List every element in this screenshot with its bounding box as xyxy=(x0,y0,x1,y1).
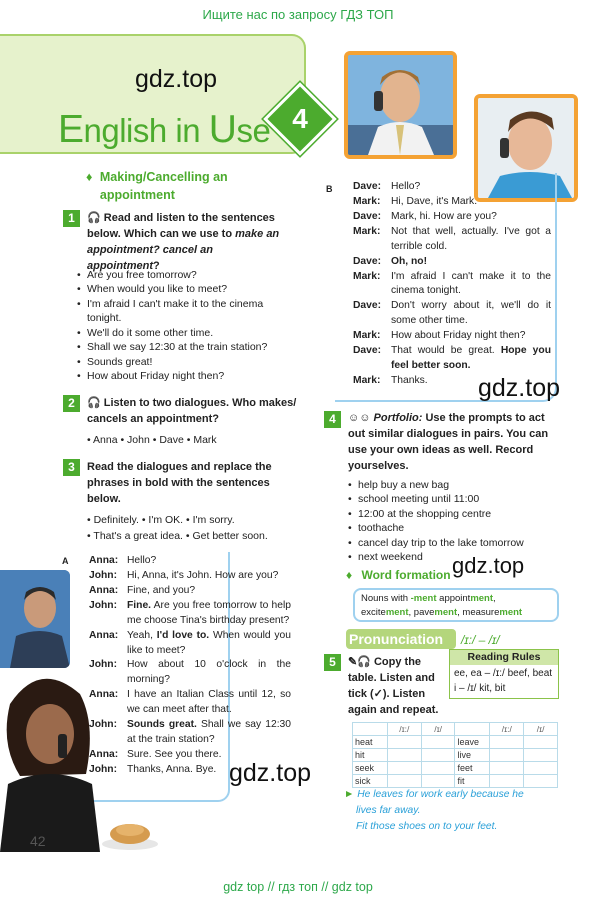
exercise-number: 1 xyxy=(63,210,80,227)
phrase-options: • That's a great idea. • Get better soon. xyxy=(87,530,268,542)
speaker: Anna: xyxy=(89,748,119,760)
dialogue-line xyxy=(353,299,551,329)
heading-text: Word formation xyxy=(361,568,451,582)
top-search-link[interactable]: Ищите нас по запросу ГДЗ ТОП xyxy=(202,7,394,22)
list-item: • help buy a new bag xyxy=(348,478,558,492)
speaker: John: xyxy=(89,659,118,671)
dialogue-line xyxy=(89,599,291,629)
title-part: se xyxy=(236,112,271,149)
dialogue-line xyxy=(89,584,291,599)
line-text: How about 10 o'clock in the morning? xyxy=(127,659,291,686)
table-row xyxy=(353,762,558,775)
speaker: Anna: xyxy=(89,555,119,566)
smiley-pair-icon: ☺☺ xyxy=(348,412,371,424)
line-text: Fine, and you? xyxy=(127,584,196,596)
footer-links[interactable]: gdz top // гдз топ // gdz top xyxy=(223,880,373,894)
list-item: • 12:00 at the shopping centre xyxy=(348,507,558,521)
tick-cell xyxy=(387,775,421,788)
headphones-icon: 🎧 xyxy=(87,397,101,409)
exercise-4-instruction xyxy=(348,411,560,475)
word-cell: hit xyxy=(353,749,388,762)
man-phone-illustration xyxy=(348,55,453,155)
rule-line: ee, ea – /ɪ:/ beef, beat xyxy=(454,668,553,679)
sentence-list xyxy=(77,268,292,384)
tick-cell xyxy=(490,762,524,775)
line-text: I'm afraid I can't make it to the cinema tonight. xyxy=(391,270,551,297)
speaker: Anna: xyxy=(89,584,119,596)
bullet-diamond-icon: ♦ xyxy=(346,568,353,582)
word-cell: feet xyxy=(455,762,490,775)
line-text: Yeah, I'd love to. When would you like to meet? xyxy=(127,629,291,656)
title-part: nglish in xyxy=(83,112,209,149)
example-line: Fit those shoes on to your feet. xyxy=(356,820,498,832)
list-item: • Shall we say 12:30 at the train station? xyxy=(77,340,292,354)
speaker-options: • Anna • John • Dave • Mark xyxy=(87,434,217,446)
phrase-options: • Definitely. • I'm OK. • I'm sorry. xyxy=(87,514,235,526)
line-text: Oh, no! xyxy=(391,255,428,267)
table-row xyxy=(353,736,558,749)
speaker: Mark: xyxy=(353,270,381,282)
table-row xyxy=(353,775,558,788)
speaker: John: xyxy=(89,719,118,731)
tick-cell xyxy=(524,736,558,749)
dialogue-line xyxy=(353,225,551,255)
tick-cell xyxy=(387,749,421,762)
exercise-2-instruction xyxy=(87,396,297,428)
dialogue-line xyxy=(89,629,291,659)
dialogue-line xyxy=(353,270,551,300)
example-sentences xyxy=(344,787,524,835)
instruction-text: Use the prompts to act out similar dialogues in pairs. You can use your own ideas as well. Record yourselves. xyxy=(348,412,549,472)
line-text: Hi, Dave, it's Mark. xyxy=(391,195,478,207)
table-row xyxy=(353,749,558,762)
tick-cell xyxy=(387,736,421,749)
dialogue-line xyxy=(89,718,291,748)
header-cell: /ɪ:/ xyxy=(387,723,421,736)
speaker: Dave: xyxy=(353,181,382,192)
tick-cell xyxy=(421,736,455,749)
list-item: • Sounds great! xyxy=(77,355,292,369)
line-text: Hello? xyxy=(127,555,157,566)
rule-line: i – /ɪ/ kit, bit xyxy=(454,682,506,694)
speaker: Dave: xyxy=(353,255,382,267)
speaker: Mark: xyxy=(353,195,381,207)
tick-cell xyxy=(421,749,455,762)
photo-businessman xyxy=(344,51,457,159)
food-plate-image xyxy=(100,812,160,852)
instruction-text: Listen to two dialogues. Who makes/ cancels an appointment? xyxy=(87,397,297,425)
exercise-number: 4 xyxy=(324,411,341,428)
page-number: 42 xyxy=(30,833,46,849)
tick-cell xyxy=(524,775,558,788)
speaker: Mark: xyxy=(353,330,381,342)
bullet-diamond-icon: ♦ xyxy=(86,170,93,184)
list-item: • I'm afraid I can't make it to the cinema tonight. xyxy=(77,297,292,326)
table-header-row xyxy=(353,723,558,736)
header-cell xyxy=(353,723,388,736)
line-text: I have an Italian Class until 12, so we can meet after that. xyxy=(127,689,291,716)
reading-rules-title: Reading Rules xyxy=(450,650,558,665)
dialogue-line xyxy=(353,344,551,374)
speaker: John: xyxy=(89,763,118,775)
photo-woman-phone xyxy=(0,664,100,852)
dialogue-line xyxy=(353,180,551,195)
dialogue-label: B xyxy=(326,184,333,194)
section-title xyxy=(58,103,270,158)
line-text: How about Friday night then? xyxy=(391,330,526,342)
unit-number: 4 xyxy=(292,103,308,134)
line-text: Don't worry about it, we'll do it some other time. xyxy=(391,300,551,327)
pronunciation-symbols: /ɪ:/ – /ɪ/ xyxy=(461,633,500,647)
tick-cell xyxy=(524,762,558,775)
line-text: Hello? xyxy=(391,181,421,192)
tick-cell xyxy=(490,775,524,788)
watermark: gdz.top xyxy=(229,759,312,787)
list-item: • Are you free tomorrow? xyxy=(77,268,292,282)
example-line: ► He leaves for work early because he xyxy=(344,789,524,800)
list-item: • school meeting until 11:00 xyxy=(348,492,558,506)
dialogue-line xyxy=(353,210,551,225)
line-text: Not that well, actually. I've got a terrible cold. xyxy=(391,225,551,252)
list-item: • next weekend xyxy=(348,550,558,564)
tick-cell xyxy=(421,775,455,788)
dialogue-line xyxy=(353,195,551,210)
example-line: lives far away. xyxy=(356,804,421,816)
tick-cell xyxy=(387,762,421,775)
tick-cell xyxy=(421,762,455,775)
word-cell: live xyxy=(455,749,490,762)
instruction-end: ? xyxy=(153,259,160,272)
line-text: Mark, hi. How are you? xyxy=(391,210,497,222)
dialogue-a xyxy=(89,554,291,778)
word-cell: heat xyxy=(353,736,388,749)
dialogue-line xyxy=(89,569,291,584)
list-item: • toothache xyxy=(348,521,558,535)
line-text: Hi, Anna, it's John. How are you? xyxy=(127,569,279,581)
dialogue-line xyxy=(89,658,291,688)
speaker: Dave: xyxy=(353,210,382,222)
header-cell: /ɪ/ xyxy=(524,723,558,736)
speaker: Dave: xyxy=(353,345,382,357)
word-formation-line: excitement, pavement, measurement xyxy=(361,607,523,619)
watermark: gdz.top xyxy=(135,65,218,93)
exercise-number: 5 xyxy=(324,654,341,671)
speaker: Dave: xyxy=(353,300,382,312)
line-text: Sure. See you there. xyxy=(127,748,222,760)
reading-rules-body xyxy=(450,665,558,698)
dialogue-line xyxy=(89,688,291,718)
title-cap-u: U xyxy=(208,108,237,151)
exercise-number: 2 xyxy=(63,395,80,412)
speaker: Mark: xyxy=(353,225,381,237)
word-formation-heading xyxy=(346,567,451,584)
word-cell: leave xyxy=(455,736,490,749)
header-cell: /ɪ/ xyxy=(421,723,455,736)
dialogue-line xyxy=(89,554,291,569)
list-item: • When would you like to meet? xyxy=(77,282,292,296)
line-text: Sounds great. Shall we say 12:30 at the train station? xyxy=(127,719,292,746)
dialogue-line xyxy=(353,255,551,270)
dialogue-line xyxy=(353,329,551,344)
watermark: gdz.top xyxy=(452,553,525,578)
list-item: • We'll do it some other time. xyxy=(77,326,292,340)
tick-cell xyxy=(524,749,558,762)
word-formation-line: Nouns with -ment appointment, xyxy=(361,593,496,604)
photo-man-phone xyxy=(0,570,70,668)
speaker: Anna: xyxy=(89,629,119,641)
heading-text: Making/Cancelling an appointment xyxy=(99,170,228,202)
dialogue-label: A xyxy=(62,556,69,566)
tick-cell xyxy=(490,736,524,749)
tick-cell xyxy=(490,749,524,762)
instruction-text: Read and listen to the sentences below. Which can we use to xyxy=(87,212,275,240)
woman-phone-illustration xyxy=(0,664,100,852)
exercise-1-instruction xyxy=(87,211,287,275)
header-cell xyxy=(455,723,490,736)
list-item: • How about Friday night then? xyxy=(77,369,292,383)
list-item: • cancel day trip to the lake tomorrow xyxy=(348,536,558,550)
section-heading xyxy=(86,169,246,204)
exercise-number: 3 xyxy=(63,459,80,476)
dialogue-b xyxy=(353,180,551,389)
speaker: John: xyxy=(89,599,118,611)
croissant-plate-icon xyxy=(100,812,160,852)
word-cell: fit xyxy=(455,775,490,788)
pronunciation-banner: Pronunciation xyxy=(346,629,456,649)
word-cell: sick xyxy=(353,775,388,788)
line-text: Thanks. xyxy=(391,374,428,386)
title-cap-e: E xyxy=(58,108,84,151)
reading-rules-box xyxy=(449,649,559,699)
speaker: Anna: xyxy=(89,689,119,701)
speaker: John: xyxy=(89,569,118,581)
pencil-headphones-icon: ✎🎧 xyxy=(348,656,371,668)
arrow-icon: ► xyxy=(344,789,355,800)
pronunciation-table xyxy=(352,722,558,788)
word-formation-box xyxy=(353,588,559,622)
speaker: Mark: xyxy=(353,374,381,386)
portfolio-label: Portfolio: xyxy=(373,412,423,424)
exercise-5-instruction xyxy=(348,655,444,719)
watermark: gdz.top xyxy=(478,374,561,402)
header-cell: /ɪ:/ xyxy=(490,723,524,736)
line-text: That would be great. Hope you feel better soon. xyxy=(391,345,551,372)
word-cell: seek xyxy=(353,762,388,775)
man-phone-illustration xyxy=(0,570,70,668)
headphones-icon: 🎧 xyxy=(87,212,101,224)
line-text: Thanks, Anna. Bye. xyxy=(127,763,217,775)
instruction-text: Copy the table. Listen and tick (✓). Listen again and repeat. xyxy=(348,656,439,716)
instruction-italic: make an appointment? cancel an appointment xyxy=(87,227,280,272)
exercise-3-instruction: Read the dialogues and replace the phrases in bold with the sentences below. xyxy=(87,461,272,505)
line-text: Fine. Are you free tomorrow to help me choose Tina's birthday present? xyxy=(127,599,291,626)
